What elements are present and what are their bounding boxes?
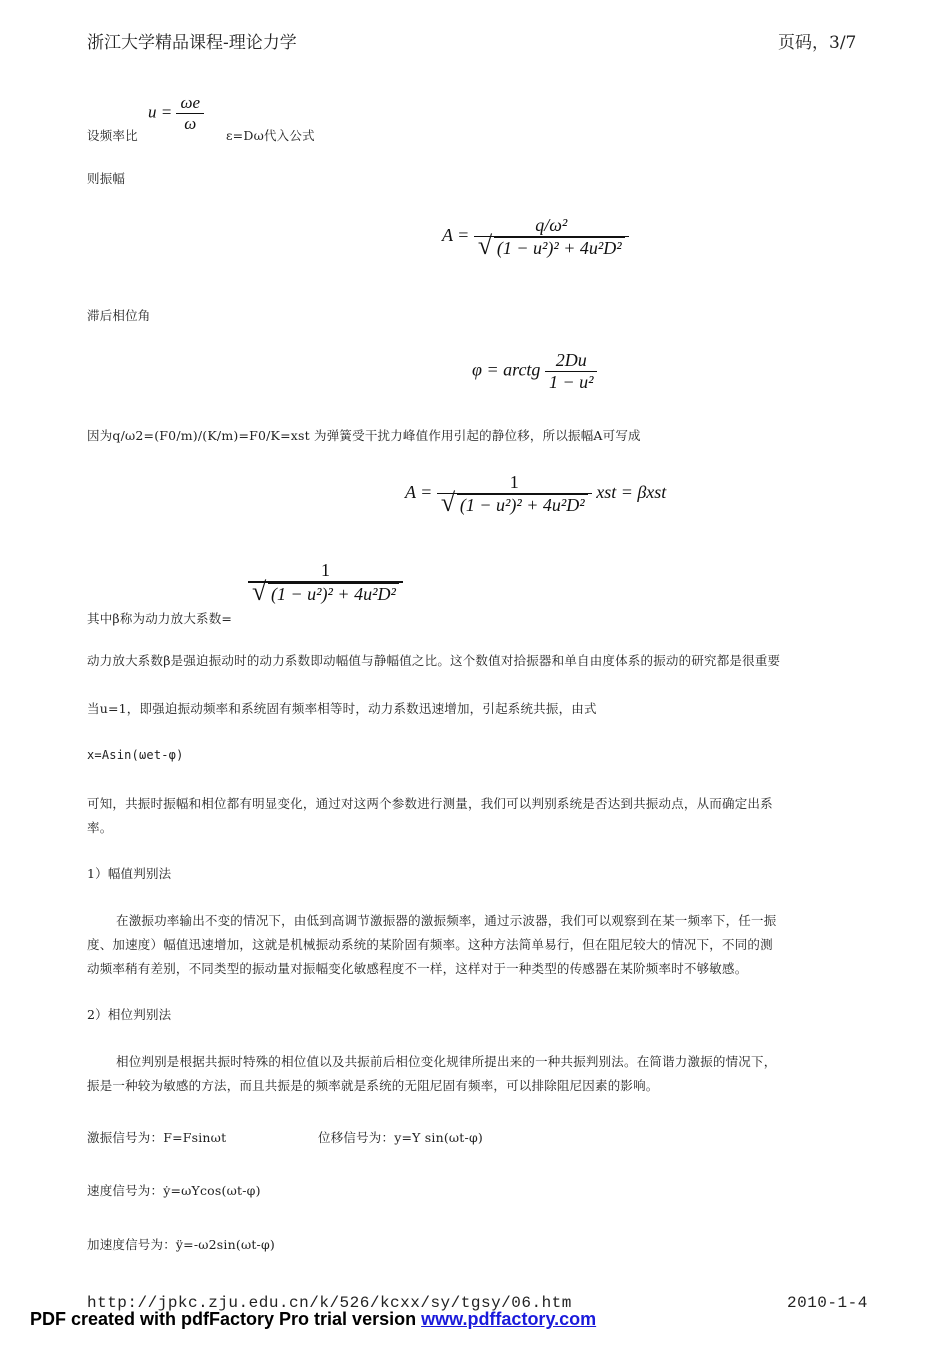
formula-amplitude-lhs: A = (442, 225, 470, 246)
phase-method-line2: 振是一种较为敏感的方法，而且共振是的频率就是系统的无阻尼固有频率，可以排除阻尼因素的影响。 (87, 1078, 659, 1093)
page-number: 页码，3/7 (778, 33, 857, 53)
formula-beta-numerator: 1 (320, 560, 330, 580)
pdf-banner-link[interactable]: www.pdffactory.com (421, 1309, 597, 1329)
formula-u-denominator: ω (176, 113, 204, 134)
formula-amplitude-denominator: (1 − u²)² + 4u²D² (494, 237, 625, 259)
velocity-signal: 速度信号为：ẏ=ωYcos(ωt-φ) (87, 1183, 261, 1198)
resonance-paragraph-line2: 率。 (87, 820, 113, 835)
pdf-banner (30, 1309, 596, 1330)
formula-beta: 1 √ (1 − u²)² + 4u²D² (248, 560, 403, 605)
resonance-paragraph-line1: 可知，共振时振幅和相位都有明显变化，通过对这两个参数进行测量，我们可以判别系统是否达到共振动点，从而确定出系 (87, 796, 773, 811)
phase-lag-label: 滞后相位角 (87, 308, 151, 323)
formula-u-numerator: ωe (180, 93, 201, 112)
excitation-signal: 激振信号为：F=Fsinωt (87, 1130, 227, 1145)
footer-url: http://jpkc.zju.edu.cn/k/526/kcxx/sy/tgsy/06.htm (87, 1294, 572, 1312)
formula-amplitude-beta: A = 1 √ (1 − u²)² + 4u²D² xst = βxst (405, 472, 667, 517)
formula-beta-denominator: (1 − u²)² + 4u²D² (268, 583, 399, 605)
amplitude-method-line1: 在激振功率输出不变的情况下，由低到高调节激振器的激振频率，通过示波器，我们可以观察到在某一频率下，任一振 (116, 913, 777, 928)
formula-amplitude: A = q/ω² √ (1 − u²)² + 4u²D² (442, 215, 629, 259)
section-amplitude-method-title: 1）幅值判别法 (87, 866, 172, 881)
formula-phase (472, 350, 597, 393)
beta-definition-label: 其中β称为动力放大系数= (87, 611, 233, 626)
formula-u (148, 93, 204, 134)
formula-phase-lhs: φ = arctg (472, 359, 541, 380)
footer-date: 2010-1-4 (787, 1294, 868, 1312)
formula-amplitude-beta-rhs: xst = βxst (596, 482, 667, 503)
section-phase-method-title: 2）相位判别法 (87, 1007, 172, 1022)
formula-amplitude-numerator: q/ω² (535, 215, 568, 235)
amplitude-method-line3: 动频率稍有差别，不同类型的振动量对振幅变化敏感程度不一样，这样对于一种类型的传感器在某阶频率时不够敏感。 (87, 961, 748, 976)
phase-method-line1: 相位判别是根据共振时特殊的相位值以及共振前后相位变化规律所提出来的一种共振判别法。在简谐力激振的情况下， (116, 1054, 777, 1069)
amplitude-label: 则振幅 (87, 171, 126, 186)
ratio-label: 设频率比 (87, 128, 138, 143)
static-displacement-paragraph: 因为q/ω2=(F0/m)/(K/m)=F0/K=xst 为弹簧受干扰力峰值作用引起的静位移，所以振幅A可写成 (87, 428, 641, 443)
formula-u-lhs: u = (148, 102, 173, 122)
acceleration-signal: 加速度信号为：ÿ=-ω2sin(ωt-φ) (87, 1237, 276, 1252)
displacement-signal: 位移信号为：y=Y sin(ωt-φ) (318, 1130, 483, 1145)
pdf-banner-text: PDF created with pdfFactory Pro trial version (30, 1309, 417, 1329)
amplitude-method-line2: 度、加速度）幅值迅速增加，这就是机械振动系统的某阶固有频率。这种方法简单易行，但在阻尼较大的情况下，不同的测 (87, 937, 773, 952)
equation-x: x=Asin(ωet-φ) (87, 748, 184, 762)
epsilon-text: ε=Dω代入公式 (226, 128, 315, 143)
page-header-title: 浙江大学精品课程-理论力学 (87, 33, 297, 53)
formula-amplitude-beta-numerator: 1 (509, 472, 519, 492)
formula-phase-numerator: 2Du (555, 350, 587, 370)
resonance-condition-paragraph: 当u=1，即强迫振动频率和系统固有频率相等时，动力系数迅速增加，引起系统共振，由式 (87, 701, 597, 716)
formula-phase-denominator: 1 − u² (545, 371, 598, 393)
formula-amplitude-beta-lhs: A = (405, 482, 433, 503)
formula-amplitude-beta-denominator: (1 − u²)² + 4u²D² (457, 494, 588, 516)
beta-paragraph: 动力放大系数β是强迫振动时的动力系数即动幅值与静幅值之比。这个数值对拾振器和单自由度体系的振动的研究都是很重要 (87, 653, 781, 668)
